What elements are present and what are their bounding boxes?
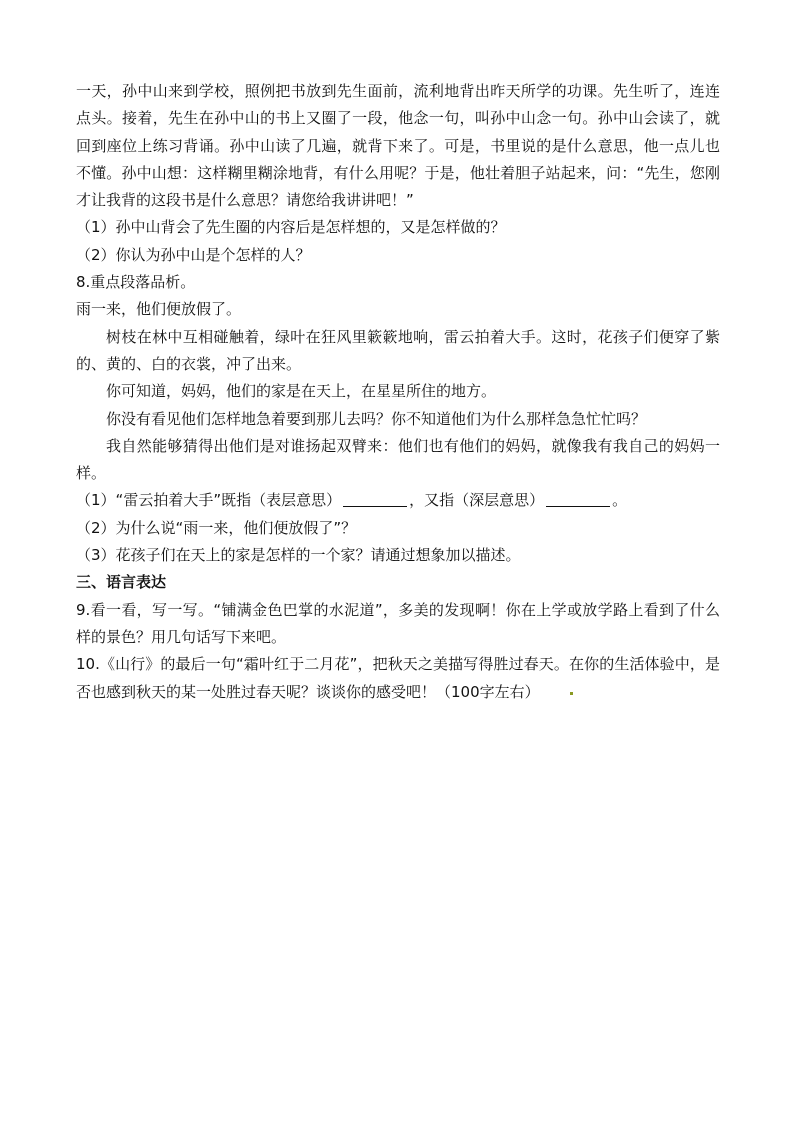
question-7-1: （1）孙中山背会了先生圈的内容后是怎样想的，又是怎样做的？ xyxy=(76,218,506,237)
question-8-1-part-b: ，又指（深层意思） xyxy=(409,491,545,510)
question-8-2: （2）为什么说“雨一来，他们便放假了”？ xyxy=(76,518,357,537)
passage-8-line-2: 树枝在林中互相碰触着，绿叶在狂风里簌簌地响，雷云拍着大手。这时，花孩子们便穿了紫的、黄的、白的衣裳，冲了出来。 xyxy=(76,327,720,373)
section-3-heading: 三、语言表达 xyxy=(76,573,167,592)
passage-8-line-5: 我自然能够猜得出他们是对谁扬起双臂来：他们也有他们的妈妈，就像我有我自己的妈妈一样。 xyxy=(76,436,720,483)
question-8-1 xyxy=(76,487,720,514)
question-8-3: （3）花孩子们在天上的家是怎样的一个家？请通过想象加以描述。 xyxy=(76,546,521,565)
answer-blank-deep[interactable] xyxy=(546,492,610,507)
question-8-title: 8.重点段落品析。 xyxy=(76,273,196,292)
question-10 xyxy=(76,651,720,706)
question-8-1-part-c: 。 xyxy=(612,491,628,510)
document-page xyxy=(76,78,720,706)
passage-8-line-3: 你可知道，妈妈，他们的家是在天上，在星星所住的地方。 xyxy=(106,382,497,401)
question-7-2: （2）你认为孙中山是个怎样的人？ xyxy=(76,245,311,264)
passage-8-line-4: 你没有看见他们怎样地急着要到那儿去吗？你不知道他们为什么那样急急忙忙吗？ xyxy=(106,409,647,428)
question-9: 9.看一看，写一写。“铺满金色巴掌的水泥道”，多美的发现啊！你在上学或放学路上看到了什么样的景色？用几句话写下来吧。 xyxy=(76,600,720,646)
question-10-text: 10.《山行》的最后一句“霜叶红于二月花”，把秋天之美描写得胜过春天。在你的生活体验中，是否也感到秋天的某一处胜过春天呢？谈谈你的感受吧！（100字左右） xyxy=(76,655,720,701)
marker-dot-icon xyxy=(570,692,573,695)
answer-blank-surface[interactable] xyxy=(343,492,407,507)
passage-8-line-1: 雨一来，他们便放假了。 xyxy=(76,300,242,319)
passage-sun-zhongshan: 一天，孙中山来到学校，照例把书放到先生面前，流利地背出昨天所学的功课。先生听了，连连点头。接着，先生在孙中山的书上又圈了一段，他念一句，叫孙中山念一句。孙中山会读了，就回到座位上练习背诵。孙中山读了几遍，就背下来了。可是，书里说的是什么意思，他一点儿也不懂。孙中山想：这样糊里糊涂地背，有什么用呢？于是，他壮着胆子站起来，问：“先生，您刚才让我背的这段书是什么意思？请您给我讲讲吧！” xyxy=(76,82,720,210)
question-8-1-part-a: （1）“雷云拍着大手”既指（表层意思） xyxy=(76,491,342,510)
